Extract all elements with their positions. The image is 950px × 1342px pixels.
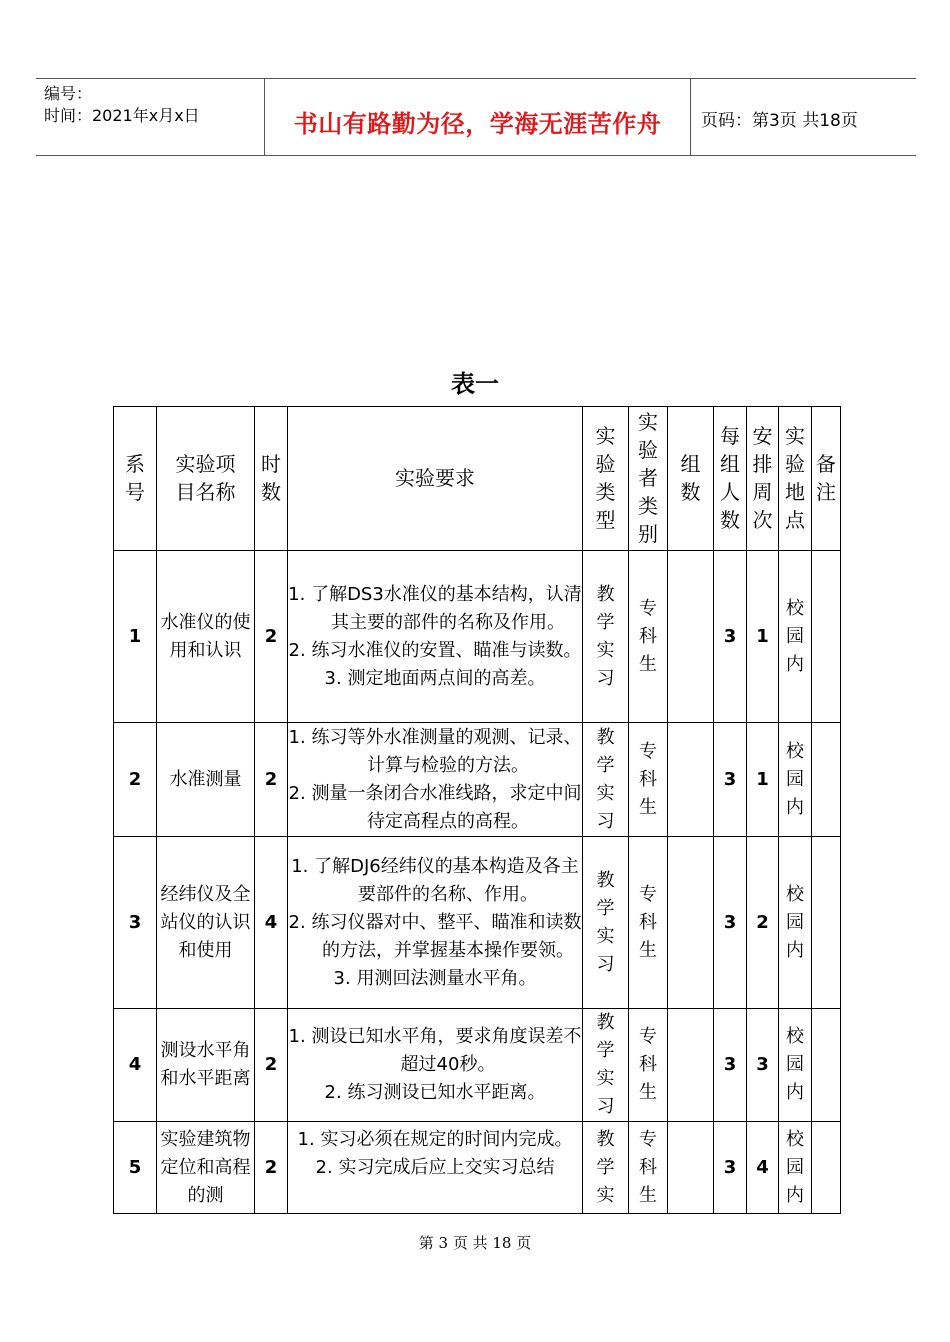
row-category: 专科生 bbox=[629, 837, 668, 1009]
col-groups: 组数 bbox=[668, 407, 714, 551]
row-per-group: 3 bbox=[714, 723, 747, 837]
row-week: 4 bbox=[747, 1122, 779, 1214]
col-remarks: 备注 bbox=[812, 407, 841, 551]
row-week: 1 bbox=[747, 723, 779, 837]
row-location: 校园内 bbox=[779, 551, 812, 723]
page-footer: 第 3 页 共 18 页 bbox=[418, 1234, 532, 1252]
table-row bbox=[114, 551, 841, 723]
requirement-item: 2. 实习完成后应上交实习总结 bbox=[315, 1156, 555, 1178]
requirement-item: 1. 了解DJ6经纬仪的基本构造及各主要部件的名称、作用。 bbox=[291, 855, 579, 905]
col-dept: 系号 bbox=[114, 407, 157, 551]
header-meta-cell bbox=[36, 79, 265, 155]
motto-text: 书山有路勤为径，学海无涯苦作舟 bbox=[293, 110, 662, 138]
row-per-group: 3 bbox=[714, 1122, 747, 1214]
header-page-cell bbox=[691, 79, 916, 155]
row-hours: 2 bbox=[255, 1122, 288, 1214]
requirement-item: 3. 测定地面两点间的高差。 bbox=[324, 667, 546, 689]
row-remarks bbox=[812, 837, 841, 1009]
row-no: 1 bbox=[114, 551, 157, 723]
row-week: 3 bbox=[747, 1009, 779, 1122]
requirement-item: 2. 测量一条闭合水准线路，求定中间待定高程点的高程。 bbox=[288, 782, 582, 832]
col-hours: 时数 bbox=[255, 407, 288, 551]
row-groups bbox=[668, 1009, 714, 1122]
requirement-item: 2. 练习测设已知水平距离。 bbox=[324, 1082, 546, 1103]
col-name: 实验项目名称 bbox=[157, 407, 255, 551]
experiment-table bbox=[113, 406, 841, 1214]
requirement-item: 1. 实习必须在规定的时间内完成。 bbox=[297, 1128, 573, 1150]
row-remarks bbox=[812, 723, 841, 837]
row-no: 5 bbox=[114, 1122, 157, 1214]
col-category: 实验者类别 bbox=[629, 407, 668, 551]
requirement-item: 2. 练习仪器对中、整平、瞄准和读数的方法，并掌握基本操作要领。 bbox=[288, 911, 582, 961]
row-category: 专科生 bbox=[629, 1122, 668, 1214]
row-week: 2 bbox=[747, 837, 779, 1009]
row-week: 1 bbox=[747, 551, 779, 723]
row-hours: 2 bbox=[255, 723, 288, 837]
row-hours: 2 bbox=[255, 551, 288, 723]
row-name: 实验建筑物定位和高程的测 bbox=[157, 1122, 255, 1214]
row-location: 校园内 bbox=[779, 1122, 812, 1214]
row-requirements bbox=[288, 1122, 583, 1214]
col-requirements: 实验要求 bbox=[288, 407, 583, 551]
col-per-group: 每组人数 bbox=[714, 407, 747, 551]
col-week: 安排周次 bbox=[747, 407, 779, 551]
requirement-item: 1. 了解DS3水准仪的基本结构，认清其主要的部件的名称及作用。 bbox=[288, 583, 582, 633]
row-groups bbox=[668, 837, 714, 1009]
date-label: 时间：2021年x月x日 bbox=[44, 106, 200, 125]
requirement-item: 1. 测设已知水平角，要求角度误差不超过40秒。 bbox=[288, 1026, 582, 1075]
table-row bbox=[114, 1122, 841, 1214]
row-per-group: 3 bbox=[714, 1009, 747, 1122]
row-remarks bbox=[812, 1009, 841, 1122]
row-type: 教学实习 bbox=[583, 551, 629, 723]
requirement-item: 3. 用测回法测量水平角。 bbox=[333, 967, 537, 989]
row-type: 教学实习 bbox=[583, 837, 629, 1009]
row-type: 教学实 bbox=[583, 1122, 629, 1214]
page-code: 页码：第3页 共18页 bbox=[701, 111, 858, 131]
row-category: 专科生 bbox=[629, 723, 668, 837]
row-type: 教学实习 bbox=[583, 1009, 629, 1122]
table-header-row bbox=[114, 407, 841, 551]
col-location: 实验地点 bbox=[779, 407, 812, 551]
table-row bbox=[114, 723, 841, 837]
row-type: 教学实习 bbox=[583, 723, 629, 837]
row-requirements bbox=[288, 1009, 583, 1122]
row-name: 水准测量 bbox=[157, 723, 255, 837]
row-category: 专科生 bbox=[629, 1009, 668, 1122]
table-row bbox=[114, 1009, 841, 1122]
row-requirements bbox=[288, 551, 583, 723]
requirement-item: 2. 练习水准仪的安置、瞄准与读数。 bbox=[288, 639, 582, 661]
row-remarks bbox=[812, 551, 841, 723]
row-location: 校园内 bbox=[779, 837, 812, 1009]
row-groups bbox=[668, 1122, 714, 1214]
table-row bbox=[114, 837, 841, 1009]
row-location: 校园内 bbox=[779, 723, 812, 837]
row-requirements bbox=[288, 837, 583, 1009]
row-no: 4 bbox=[114, 1009, 157, 1122]
row-requirements bbox=[288, 723, 583, 837]
row-groups bbox=[668, 551, 714, 723]
number-label: 编号： bbox=[44, 84, 93, 103]
row-hours: 2 bbox=[255, 1009, 288, 1122]
col-type: 实验类型 bbox=[583, 407, 629, 551]
row-category: 专科生 bbox=[629, 551, 668, 723]
table-title: 表一 bbox=[451, 370, 499, 398]
row-hours: 4 bbox=[255, 837, 288, 1009]
row-location: 校园内 bbox=[779, 1009, 812, 1122]
row-no: 3 bbox=[114, 837, 157, 1009]
document-header bbox=[36, 78, 916, 156]
row-name: 测设水平角和水平距离 bbox=[157, 1009, 255, 1122]
row-name: 水准仪的使用和认识 bbox=[157, 551, 255, 723]
row-no: 2 bbox=[114, 723, 157, 837]
row-groups bbox=[668, 723, 714, 837]
row-remarks bbox=[812, 1122, 841, 1214]
row-per-group: 3 bbox=[714, 551, 747, 723]
row-per-group: 3 bbox=[714, 837, 747, 1009]
requirement-item: 1. 练习等外水准测量的观测、记录、计算与检验的方法。 bbox=[288, 726, 582, 776]
header-motto-cell bbox=[265, 79, 691, 155]
row-name: 经纬仪及全站仪的认识和使用 bbox=[157, 837, 255, 1009]
